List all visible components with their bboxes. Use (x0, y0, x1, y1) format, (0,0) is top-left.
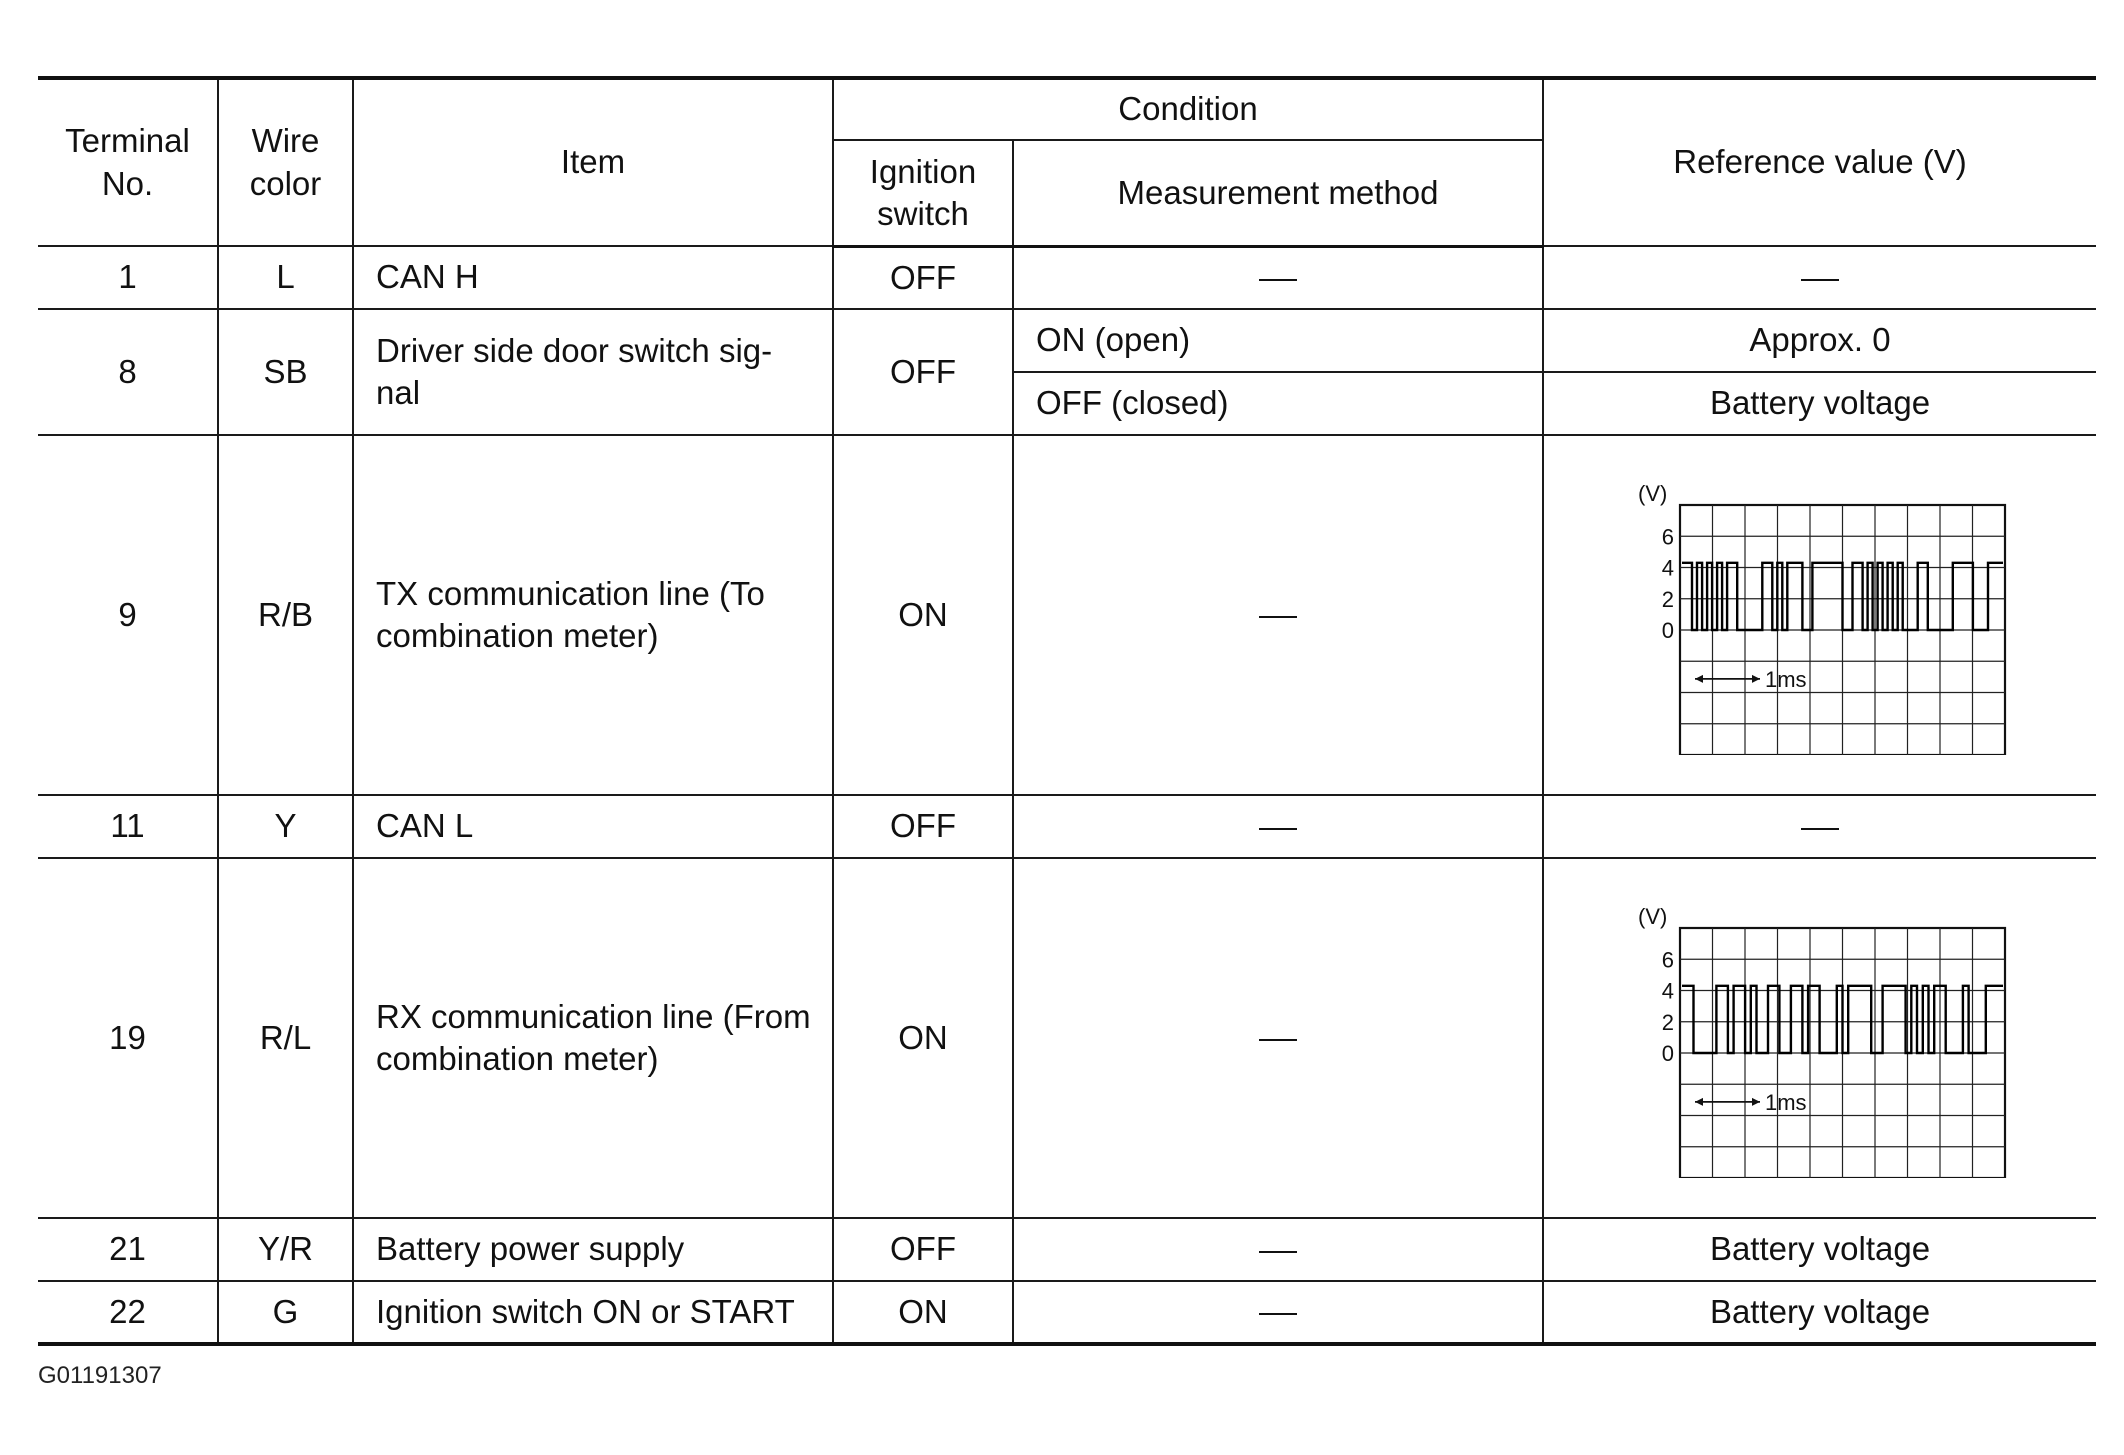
dash-icon (1801, 828, 1839, 830)
table-row (38, 435, 2096, 795)
terminal-no: 22 (38, 1281, 218, 1344)
item: CAN L (353, 795, 833, 858)
reference-value (1543, 795, 2096, 858)
item: Battery power supply (353, 1218, 833, 1281)
ignition-switch: OFF (833, 1218, 1013, 1281)
dash-icon (1259, 1251, 1297, 1253)
measurement-method: OFF (closed) (1013, 372, 1543, 435)
terminal-no: 1 (38, 246, 218, 309)
reference-value (1543, 246, 2096, 309)
y-tick-label: 2 (1661, 586, 1674, 612)
measurement-method (1013, 1281, 1543, 1344)
terminal-no: 11 (38, 795, 218, 858)
terminal-no: 9 (38, 435, 218, 795)
header-measurement-method: Measurement method (1013, 140, 1543, 246)
arrow-right-icon (1752, 1098, 1760, 1106)
y-tick-label: 0 (1661, 618, 1674, 643)
y-tick-label: 0 (1661, 1041, 1674, 1066)
terminal-reference-table (38, 76, 2096, 1346)
ignition-switch: OFF (833, 246, 1013, 309)
header-reference-value: Reference value (V) (1543, 78, 2096, 246)
reference-value (1543, 435, 2096, 795)
table-row (38, 795, 2096, 858)
header-condition: Condition (833, 78, 1543, 140)
wire-color: R/B (218, 435, 353, 795)
y-tick-label: 4 (1661, 555, 1674, 581)
reference-value (1543, 858, 2096, 1218)
wire-color: Y (218, 795, 353, 858)
reference-value: Approx. 0 (1543, 309, 2096, 372)
dash-icon (1259, 279, 1297, 281)
time-scale-label: 1ms (1765, 666, 1807, 692)
item: Ignition switch ON or START (353, 1281, 833, 1344)
y-tick-label: 6 (1661, 947, 1674, 973)
y-tick-label: 2 (1661, 1009, 1674, 1035)
measurement-method: ON (open) (1013, 309, 1543, 372)
tx-waveform-chart (1630, 475, 2010, 755)
header-row-1 (38, 78, 2096, 140)
item: CAN H (353, 246, 833, 309)
dash-icon (1259, 1039, 1297, 1041)
arrow-left-icon (1695, 675, 1703, 683)
dash-icon (1801, 279, 1839, 281)
measurement-method (1013, 1218, 1543, 1281)
measurement-method (1013, 795, 1543, 858)
reference-value: Battery voltage (1543, 372, 2096, 435)
reference-value: Battery voltage (1543, 1281, 2096, 1344)
ignition-switch: ON (833, 435, 1013, 795)
table-row (38, 309, 2096, 372)
table-row (38, 1218, 2096, 1281)
wire-color: R/L (218, 858, 353, 1218)
item (353, 309, 833, 435)
unit-label: (V) (1638, 481, 1668, 506)
figure-code: G01191307 (38, 1362, 162, 1389)
terminal-no: 19 (38, 858, 218, 1218)
dash-icon (1259, 828, 1297, 830)
header-item: Item (353, 78, 833, 246)
header-wire-color: Wire color (218, 78, 353, 246)
waveform-trace (1682, 563, 2003, 630)
y-tick-label: 4 (1661, 978, 1674, 1004)
measurement-method (1013, 246, 1543, 309)
time-scale-label: 1ms (1765, 1089, 1807, 1115)
arrow-left-icon (1695, 1098, 1703, 1106)
header-ignition-switch: Ignition switch (833, 140, 1013, 246)
header-terminal-no: Terminal No. (38, 78, 218, 246)
wire-color: G (218, 1281, 353, 1344)
ignition-switch: OFF (833, 309, 1013, 435)
y-tick-label: 6 (1661, 524, 1674, 550)
reference-value: Battery voltage (1543, 1218, 2096, 1281)
table-row (38, 858, 2096, 1218)
table-row (38, 1281, 2096, 1344)
item-text: Driver side door switch sig- nal (376, 331, 773, 411)
waveform-trace (1682, 986, 2003, 1053)
terminal-no: 21 (38, 1218, 218, 1281)
ignition-switch: OFF (833, 795, 1013, 858)
wire-color: SB (218, 309, 353, 435)
ignition-switch: ON (833, 858, 1013, 1218)
unit-label: (V) (1638, 904, 1668, 929)
ignition-switch: ON (833, 1281, 1013, 1344)
table-row (38, 246, 2096, 309)
dash-icon (1259, 1313, 1297, 1315)
measurement-method (1013, 435, 1543, 795)
item: TX communication line (To combination meter) (353, 435, 833, 795)
arrow-right-icon (1752, 675, 1760, 683)
terminal-no: 8 (38, 309, 218, 435)
wire-color: Y/R (218, 1218, 353, 1281)
rx-waveform-chart (1630, 898, 2010, 1178)
item: RX communication line (From combination meter) (353, 858, 833, 1218)
wire-color: L (218, 246, 353, 309)
measurement-method (1013, 858, 1543, 1218)
dash-icon (1259, 616, 1297, 618)
